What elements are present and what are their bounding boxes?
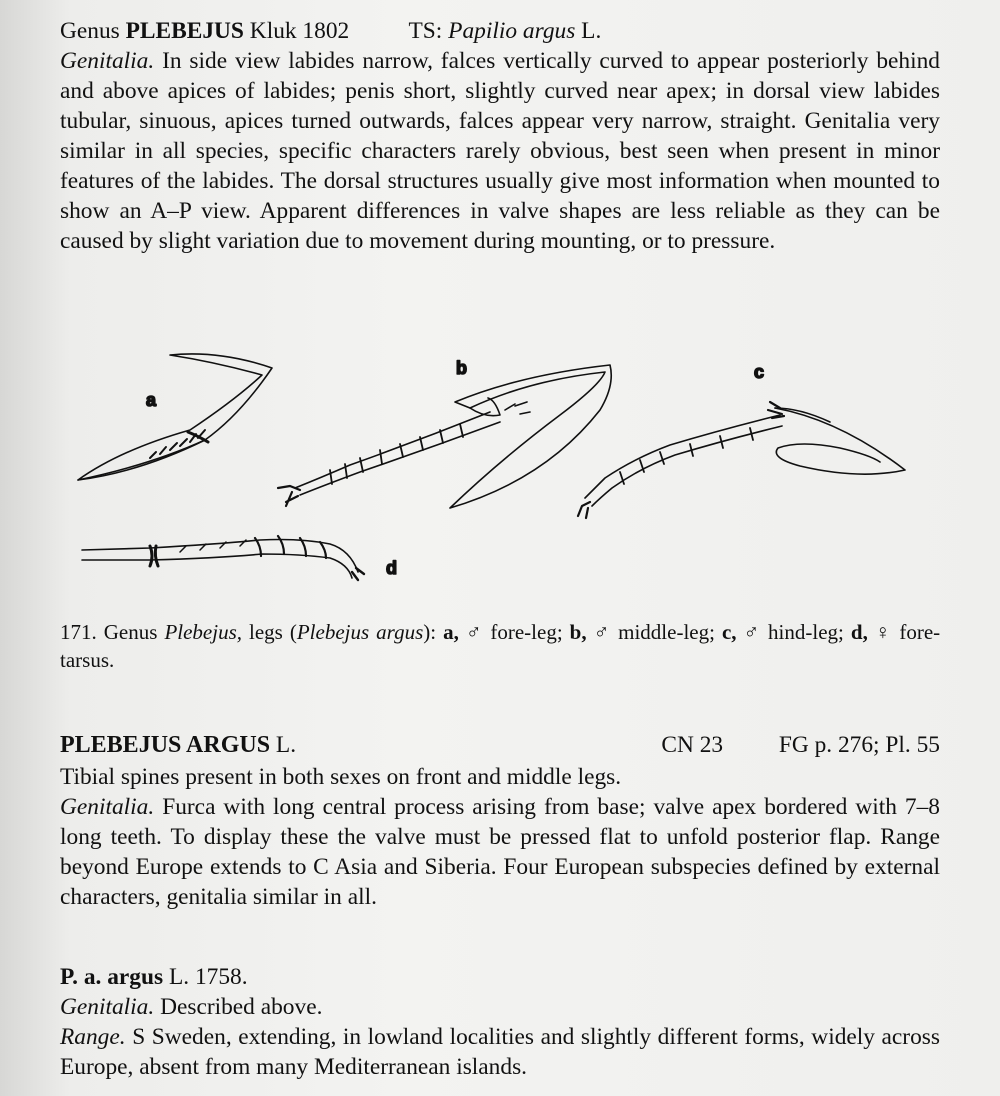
species-genitalia-heading: Genitalia.: [60, 794, 155, 820]
caption-close: ):: [423, 620, 437, 644]
caption-species: Plebejus argus: [296, 620, 424, 644]
caption-c-text: ♂ hind-leg;: [743, 620, 844, 644]
genitalia-text: In side view labides narrow, falces vertically curved to appear posteriorly behind and above apices of labides; penis short, slightly curved near apex; in dorsal view labides tubular, sinuous, apices turned outwards, falces appear very narrow, straight. Genitalia very similar in all species, specific characters rarely obvious, best seen when present in minor features of the labides. The dorsal structures usually give most information when mounted to show an A–P view. Apparent differences in valve shapes are less reliable as they can be caused by slight variation due to movement during mounting, or to pressure.: [60, 48, 940, 254]
genitalia-heading: Genitalia.: [60, 48, 155, 74]
species-author: L.: [275, 732, 297, 758]
subspecies-section: [60, 962, 940, 1082]
figure-label-c: c: [754, 362, 765, 382]
species-fg: FG p. 276; Pl. 55: [778, 732, 940, 758]
subspecies-range-heading: Range.: [60, 1024, 126, 1050]
middle-leg-drawing-b: [278, 365, 611, 508]
type-species-author: L.: [581, 18, 602, 44]
species-cn: CN 23: [661, 732, 724, 758]
genus-header: [60, 16, 940, 46]
caption-a-label: a,: [443, 620, 459, 644]
leg-figure: [0, 340, 1000, 600]
fore-leg-drawing-a: [78, 354, 272, 480]
caption-genus: Plebejus,: [164, 620, 243, 644]
figure-caption: [60, 618, 940, 674]
caption-b-text: ♂ middle-leg;: [593, 620, 715, 644]
genus-author: Kluk 1802: [249, 18, 350, 44]
caption-a-text: ♂ fore-leg;: [465, 620, 563, 644]
subspecies-range-text: S Sweden, extending, in lowland localities and slightly different forms, widely across Europe, absent from many Mediterranean islands.: [60, 1024, 940, 1080]
caption-b-label: b,: [569, 620, 587, 644]
caption-genus-text: Genus: [103, 620, 158, 644]
species-header: [60, 730, 940, 760]
type-species-label: TS:: [408, 18, 443, 44]
genus-genitalia-paragraph: [60, 46, 940, 256]
type-species-name: Papilio argus: [448, 18, 576, 44]
caption-number: 171.: [60, 620, 97, 644]
fore-tarsus-drawing-d: [82, 536, 364, 580]
genus-name: PLEBEJUS: [125, 18, 244, 44]
species-genitalia-text: Furca with long central process arising from base; valve apex bordered with 7–8 long teeth. To display these the valve must be pressed flat to unfold posterior flap. Range beyond Europe extends to C Asia and Siberia. Four European subspecies defined by external characters, genitalia similar in all.: [60, 794, 940, 910]
species-tibial-text: Tibial spines present in both sexes on front and middle legs.: [60, 764, 622, 790]
subspecies-genitalia-heading: Genitalia.: [60, 994, 155, 1020]
subspecies-name: P. a. argus: [60, 964, 164, 990]
caption-d-text: ♀ fore-tarsus.: [60, 620, 941, 672]
caption-legs-text: legs (: [249, 620, 297, 644]
caption-c-label: c,: [721, 620, 737, 644]
figure-label-a: a: [146, 390, 157, 410]
subspecies-genitalia-text: Described above.: [160, 994, 323, 1020]
subspecies-author: L. 1758.: [168, 964, 248, 990]
species-body: [60, 762, 940, 912]
figure-label-b: b: [456, 358, 467, 378]
hind-leg-drawing-c: [578, 402, 905, 518]
genus-label: Genus: [60, 18, 120, 44]
species-name: PLEBEJUS ARGUS: [60, 732, 271, 758]
figure-label-d: d: [386, 558, 397, 578]
caption-d-label: d,: [850, 620, 868, 644]
